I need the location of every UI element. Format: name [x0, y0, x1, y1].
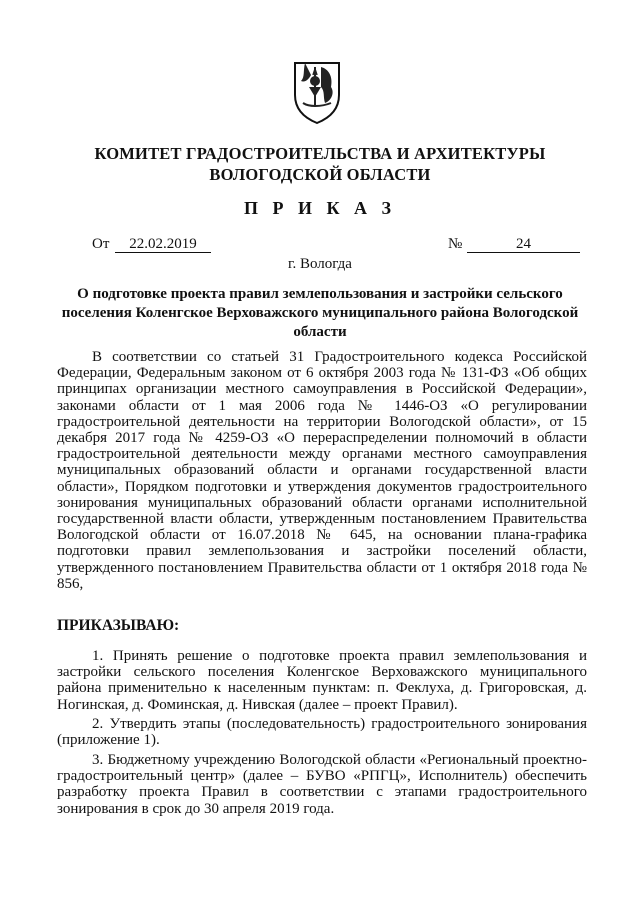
coat-of-arms-icon — [291, 57, 343, 125]
document-number: 24 — [467, 236, 580, 253]
document-date: 22.02.2019 — [115, 236, 211, 253]
date-prefix: От — [92, 236, 110, 252]
number-prefix: № — [448, 236, 463, 252]
organization-name: КОМИТЕТ ГРАДОСТРОИТЕЛЬСТВА И АРХИТЕКТУРЫ ВОЛОГОДСКОЙ ОБЛАСТИ — [94, 144, 546, 184]
order-item-2: 2. Утвердить этапы (последовательность) градостроительного зонирования (приложение 1). — [57, 716, 587, 749]
order-item-1: 1. Принять решение о подготовке проекта правил землепользования и застройки сельского поселения Коленгское Верховажского муниципального района применительно к населенным пунктам: п. Феклуха, д. Григоровская, д. Ногинская, д. Фоминская, д. Нивская (далее – проект Правил). — [57, 648, 587, 713]
order-item-3: 3. Бюджетному учреждению Вологодской области «Региональный проектно-градостроительный центр» (далее – БУВО «РПГЦ», Исполнитель) обеспечить разработку проекта Правил в соответствии с этапами градостроительного зонирования в срок до 30 апреля 2019 года. — [57, 752, 587, 817]
document-subject: О подготовке проекта правил землепользования и застройки сельского поселения Коленгское Верховажского муниципального района Вологодской области — [61, 286, 579, 340]
decree-word: ПРИКАЗЫВАЮ: — [57, 617, 180, 634]
document-type-title: П Р И К А З — [243, 198, 397, 218]
basis-paragraph: В соответствии со статьей 31 Градостроительного кодекса Российской Федерации, Федеральным законом от 6 октября 2003 года № 131-ФЗ «Об общих принципах организации местного самоуправления в Российской Федерации», законами области от 1 мая 2006 года № 1446-ОЗ «О регулировании градостроительной деятельности на территории Вологодской области», от 15 декабря 2017 года № 4259-ОЗ «О перераспределении полномочий в области градостроительной деятельности между органами местного самоуправления муниципальных образований области и органами государственной власти области», Порядком подготовки и утверждения документов градостроительного зонирования муниципальных образований области органами исполнительной государственной власти области, утвержденным постановлением Правительства Вологодской области от 16.07.2018 № 645, на основании плана-графика подготовки правил землепользования и застройки поселений области, утвержденного постановлением Правительства области от 1 октября 2018 года № 856, — [57, 349, 587, 592]
document-city: г. Вологда — [288, 256, 352, 272]
